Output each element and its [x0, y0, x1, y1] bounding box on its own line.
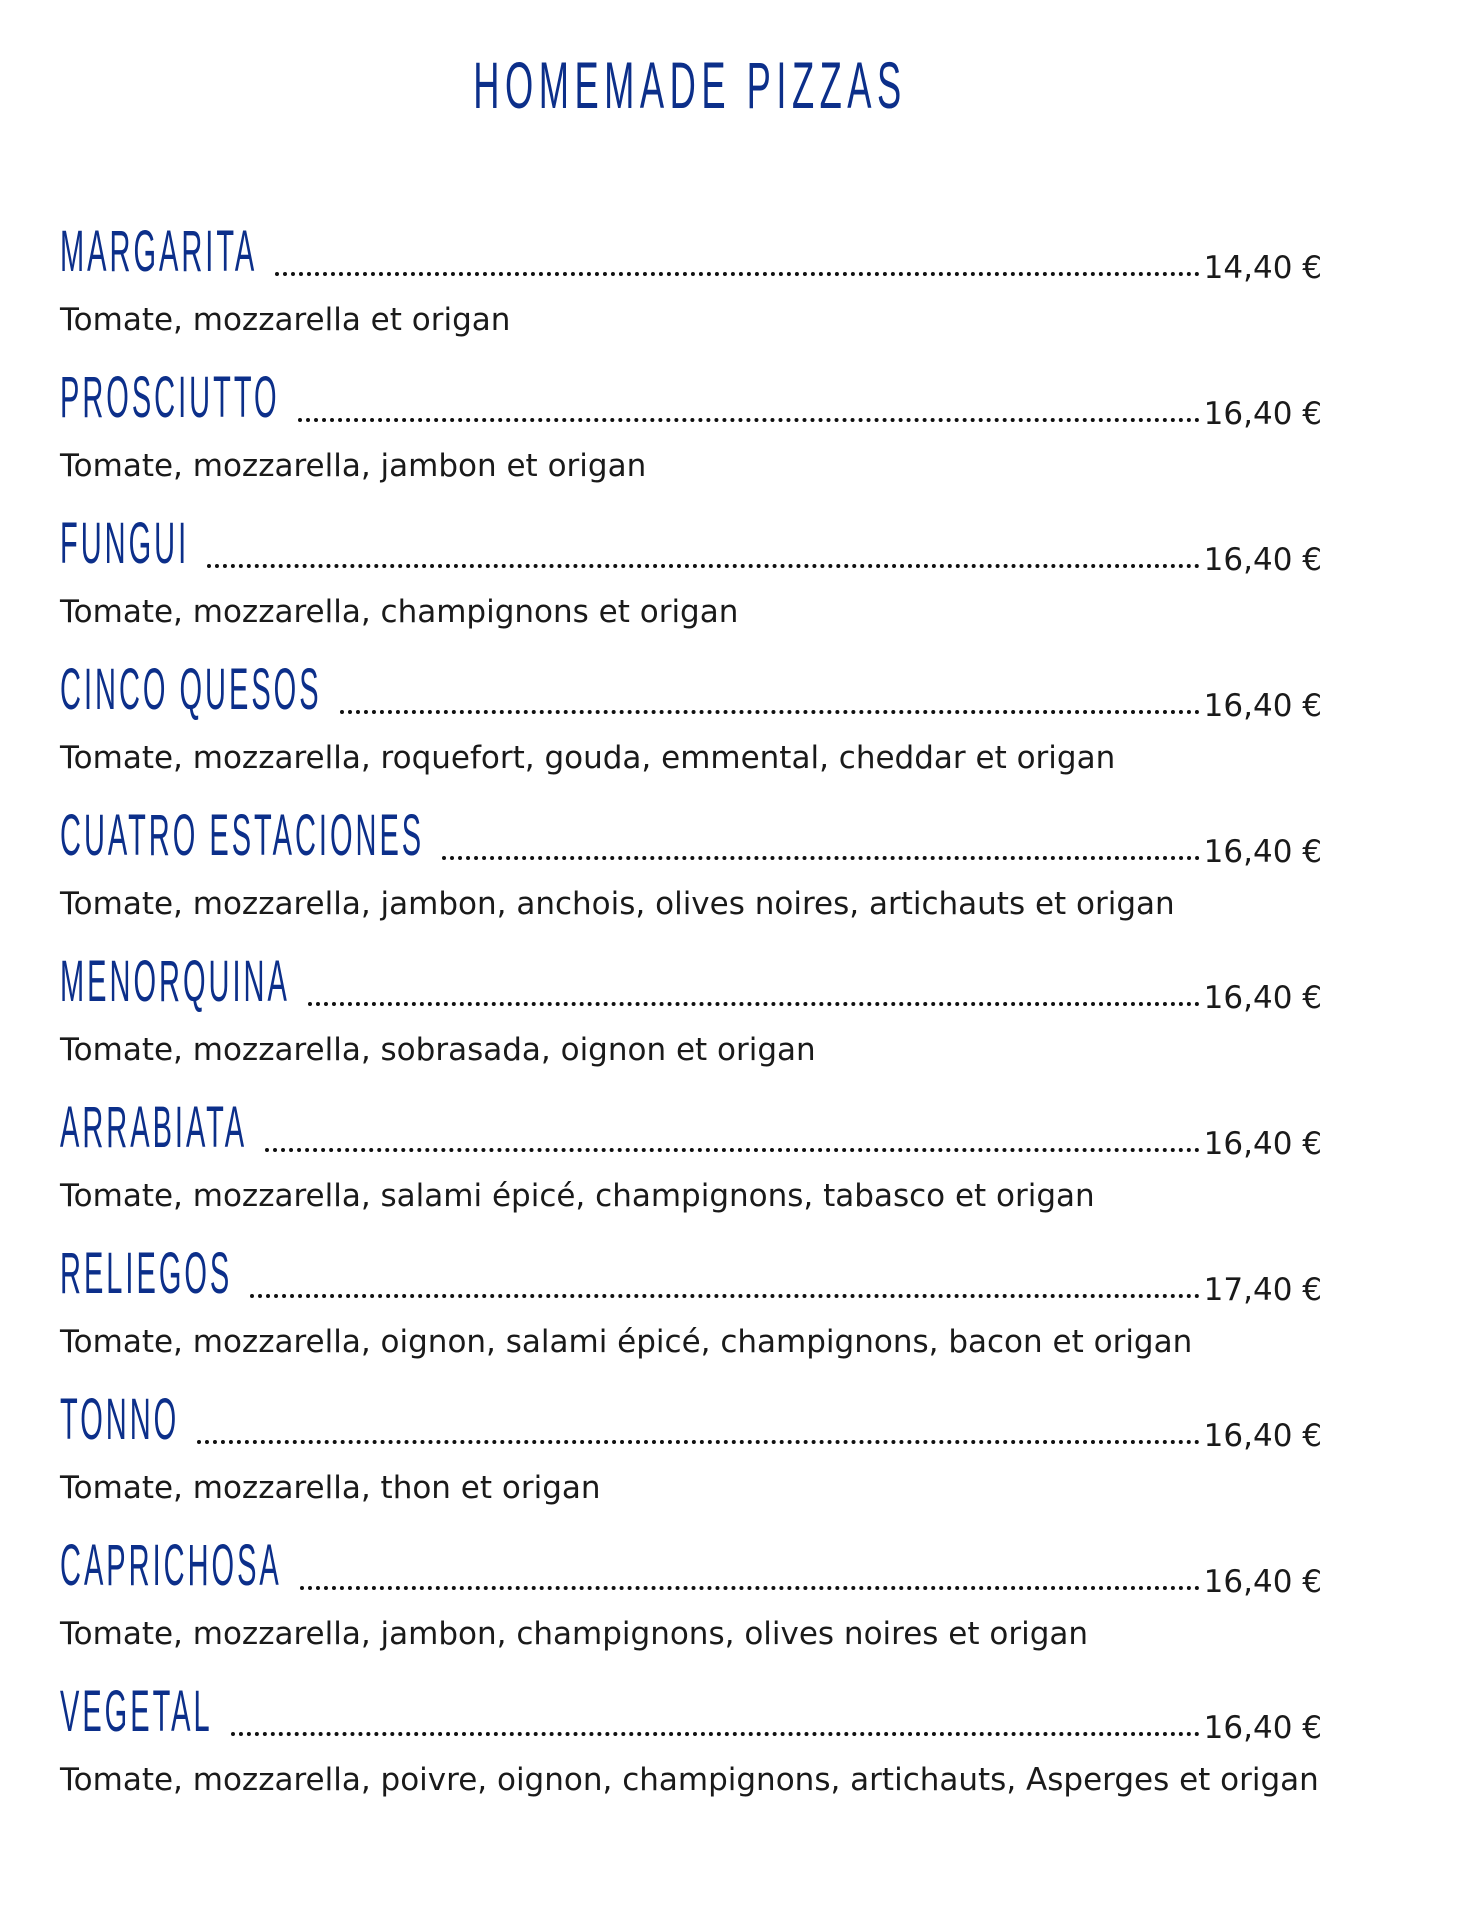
- item-name: TONNO: [60, 1387, 180, 1452]
- item-price: 16,40 €: [1203, 1564, 1322, 1600]
- menu-item: [60, 804, 1322, 950]
- item-price: 16,40 €: [1203, 1418, 1322, 1454]
- menu-item: [60, 366, 1322, 512]
- dot-leader: [207, 564, 1200, 568]
- menu-item: [60, 1096, 1322, 1242]
- item-name: MENORQUINA: [60, 949, 290, 1014]
- dot-leader: [298, 418, 1200, 422]
- item-description: Tomate, mozzarella, champignons et origan: [60, 594, 739, 630]
- item-name: ARRABIATA: [60, 1095, 248, 1160]
- item-name: FUNGUI: [60, 511, 190, 576]
- dot-leader: [197, 1440, 1200, 1444]
- item-name: CAPRICHOSA: [60, 1533, 282, 1598]
- item-price: 16,40 €: [1203, 1126, 1322, 1162]
- dot-leader: [265, 1148, 1200, 1152]
- menu-item: [60, 1680, 1322, 1826]
- item-name: MARGARITA: [60, 219, 258, 284]
- item-name: RELIEGOS: [60, 1241, 233, 1306]
- item-price: 16,40 €: [1203, 980, 1322, 1016]
- dot-leader: [231, 1732, 1200, 1736]
- item-description: Tomate, mozzarella, jambon, champignons, olives noires et origan: [60, 1616, 1089, 1652]
- menu-item: [60, 220, 1322, 366]
- menu-item: [60, 1242, 1322, 1388]
- item-price: 16,40 €: [1203, 834, 1322, 870]
- item-name: CINCO QUESOS: [60, 657, 322, 722]
- dot-leader: [308, 1002, 1200, 1006]
- item-description: Tomate, mozzarella et origan: [60, 302, 511, 338]
- menu-item: [60, 1534, 1322, 1680]
- item-description: Tomate, mozzarella, oignon, salami épicé, champignons, bacon et origan: [60, 1324, 1193, 1360]
- dot-leader: [275, 272, 1200, 276]
- dot-leader: [340, 710, 1200, 714]
- page-title: HOMEMADE PIZZAS: [473, 48, 907, 122]
- pizza-menu: [60, 220, 1322, 1826]
- item-description: Tomate, mozzarella, jambon et origan: [60, 448, 647, 484]
- item-price: 16,40 €: [1203, 688, 1322, 724]
- menu-item: [60, 658, 1322, 804]
- item-description: Tomate, mozzarella, roquefort, gouda, emmental, cheddar et origan: [60, 740, 1116, 776]
- item-price: 14,40 €: [1203, 250, 1322, 286]
- item-name: CUATRO ESTACIONES: [60, 803, 425, 868]
- item-price: 16,40 €: [1203, 396, 1322, 432]
- item-price: 17,40 €: [1203, 1272, 1322, 1308]
- dot-leader: [300, 1586, 1200, 1590]
- item-description: Tomate, mozzarella, poivre, oignon, champignons, artichauts, Asperges et origan: [60, 1762, 1319, 1798]
- dot-leader: [250, 1294, 1200, 1298]
- menu-item: [60, 1388, 1322, 1534]
- item-price: 16,40 €: [1203, 1710, 1322, 1746]
- menu-item: [60, 512, 1322, 658]
- item-description: Tomate, mozzarella, jambon, anchois, olives noires, artichauts et origan: [60, 886, 1175, 922]
- menu-item: [60, 950, 1322, 1096]
- item-description: Tomate, mozzarella, thon et origan: [60, 1470, 601, 1506]
- item-price: 16,40 €: [1203, 542, 1322, 578]
- item-name: PROSCIUTTO: [60, 365, 280, 430]
- dot-leader: [442, 856, 1200, 860]
- item-name: VEGETAL: [60, 1679, 213, 1744]
- item-description: Tomate, mozzarella, sobrasada, oignon et origan: [60, 1032, 816, 1068]
- item-description: Tomate, mozzarella, salami épicé, champignons, tabasco et origan: [60, 1178, 1095, 1214]
